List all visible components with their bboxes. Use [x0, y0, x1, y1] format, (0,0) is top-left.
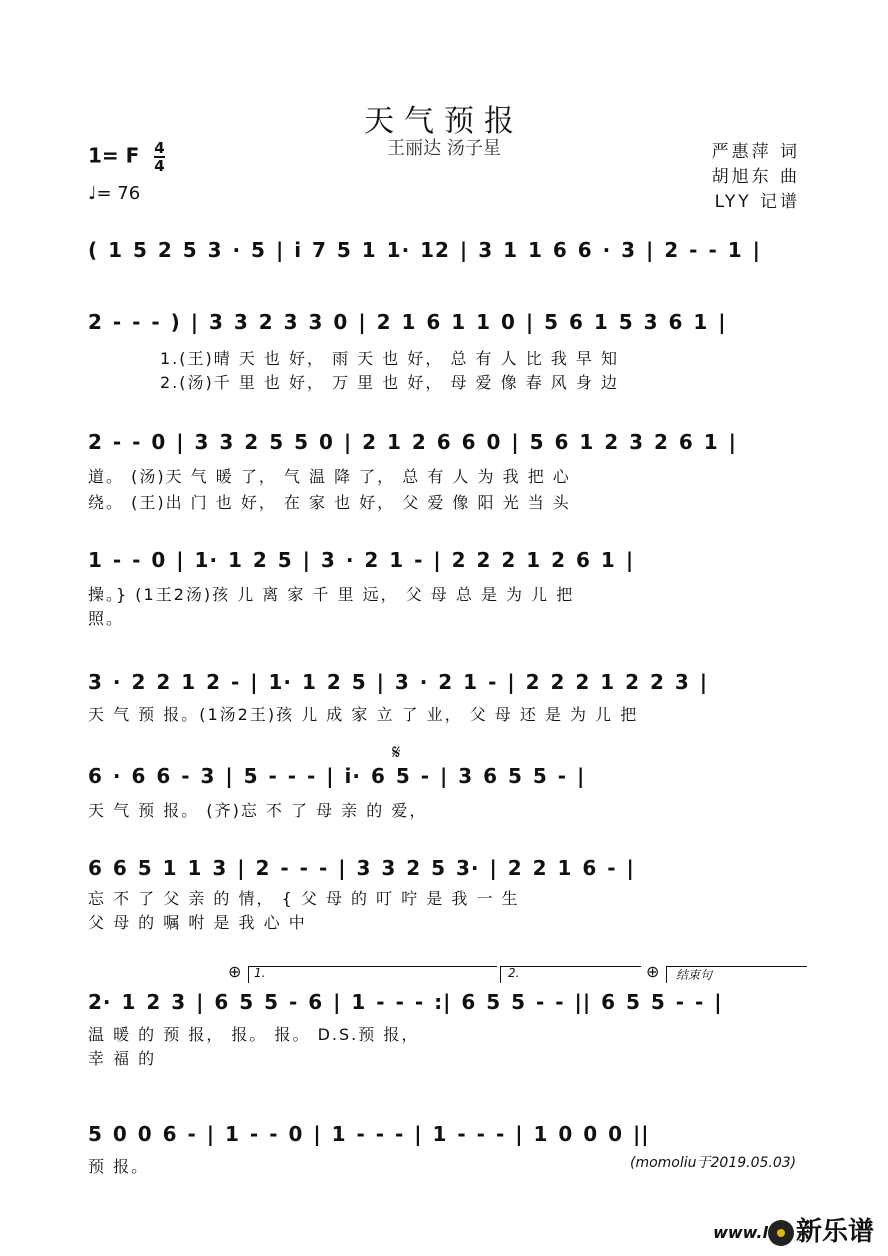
transcriber-credit: LYY 记谱: [714, 192, 800, 212]
lyric-line-3a: 道。 (汤)天 气 暖 了， 气 温 降 了， 总 有 人 为 我 把 心: [88, 467, 571, 486]
lyric-line-2b: 2.(汤)千 里 也 好， 万 里 也 好， 母 爱 像 春 风 身 边: [160, 373, 619, 392]
final-phrase-label: 结束句: [676, 968, 713, 982]
transcriber-signature: (momoliu于2019.05.03): [630, 1155, 797, 1171]
singers: 王丽达 汤子星: [387, 138, 501, 159]
key-signature: [88, 140, 165, 174]
lyric-line-8b: 幸 福 的: [88, 1049, 157, 1068]
score-line-9: 5 0 0 6 - | 1 - - 0 | 1 - - - | 1 - - - | 1 0 0 0 ||: [88, 1122, 650, 1146]
lyric-line-5a: 天 气 预 报。(1汤2王)孩 儿 成 家 立 了 业， 父 母 还 是 为 儿 把: [88, 705, 639, 724]
time-top: 4: [154, 139, 165, 157]
time-bottom: 4: [154, 157, 165, 175]
record-disc-icon: [768, 1220, 794, 1246]
score-line-3: 2 - - 0 | 3 3 2 5 5 0 | 2 1 2 6 6 0 | 5 6 1 2 3 2 6 1 |: [88, 430, 737, 454]
tempo-marking: ♩= 76: [88, 183, 141, 204]
lyric-line-4a: 操。} (1王2汤)孩 儿 离 家 千 里 远， 父 母 总 是 为 儿 把: [88, 585, 575, 604]
watermark-site: 新乐谱: [795, 1217, 874, 1247]
segno-sign: 𝄋: [392, 740, 401, 764]
song-title: 天气预报: [364, 104, 524, 139]
lyric-line-2a: 1.(王)晴 天 也 好， 雨 天 也 好， 总 有 人 比 我 早 知: [160, 349, 619, 368]
score-line-8: 2· 1 2 3 | 6 5 5 - 6 | 1 - - - :| 6 5 5 - - || 6 5 5 - - |: [88, 990, 723, 1014]
score-line-4: 1 - - 0 | 1· 1 2 5 | 3 · 2 1 - | 2 2 2 1 2 6 1 |: [88, 548, 635, 572]
second-ending-bracket: [500, 966, 641, 983]
first-ending-label: 1.: [254, 966, 266, 980]
watermark-url: www.l: [713, 1223, 768, 1242]
second-ending-label: 2.: [508, 966, 520, 980]
score-line-6: 6 · 6 6 - 3 | 5 - - - | i· 6 5 - | 3 6 5 5 - |: [88, 764, 586, 788]
lyric-line-4b: 照。: [88, 609, 125, 628]
lyric-line-7b: 父 母 的 嘱 咐 是 我 心 中: [88, 913, 307, 932]
lyric-line-7a: 忘 不 了 父 亲 的 情， { 父 母 的 叮 咛 是 我 一 生: [88, 889, 520, 908]
lyric-line-8a: 温 暖 的 预 报， 报。 报。 D.S.预 报，: [88, 1025, 420, 1044]
lyric-line-3b: 绕。 (王)出 门 也 好， 在 家 也 好， 父 爱 像 阳 光 当 头: [88, 493, 571, 512]
time-signature: [154, 140, 164, 174]
composer-credit: 胡旭东 曲: [711, 167, 800, 187]
coda-sign-1: ⊕: [228, 962, 242, 981]
score-line-5: 3 · 2 2 1 2 - | 1· 1 2 5 | 3 · 2 1 - | 2 2 2 1 2 2 3 |: [88, 670, 709, 694]
first-ending-bracket: [248, 966, 497, 983]
lyricist-credit: 严惠萍 词: [711, 142, 800, 162]
key-label: 1= F: [88, 143, 140, 168]
lyric-line-6a: 天 气 预 报。 (齐)忘 不 了 母 亲 的 爱，: [88, 801, 428, 820]
score-line-7: 6 6 5 1 1 3 | 2 - - - | 3 3 2 5 3· | 2 2 1 6 - |: [88, 856, 635, 880]
score-line-1: ( 1 5 2 5 3 · 5 | i 7 5 1 1· 12 | 3 1 1 6 6 · 3 | 2 - - 1 |: [88, 238, 761, 262]
score-line-2: 2 - - - ) | 3 3 2 3 3 0 | 2 1 6 1 1 0 | 5 6 1 5 3 6 1 |: [88, 310, 727, 334]
coda-sign-2: ⊕: [646, 962, 660, 981]
lyric-line-9a: 预 报。: [88, 1157, 150, 1176]
